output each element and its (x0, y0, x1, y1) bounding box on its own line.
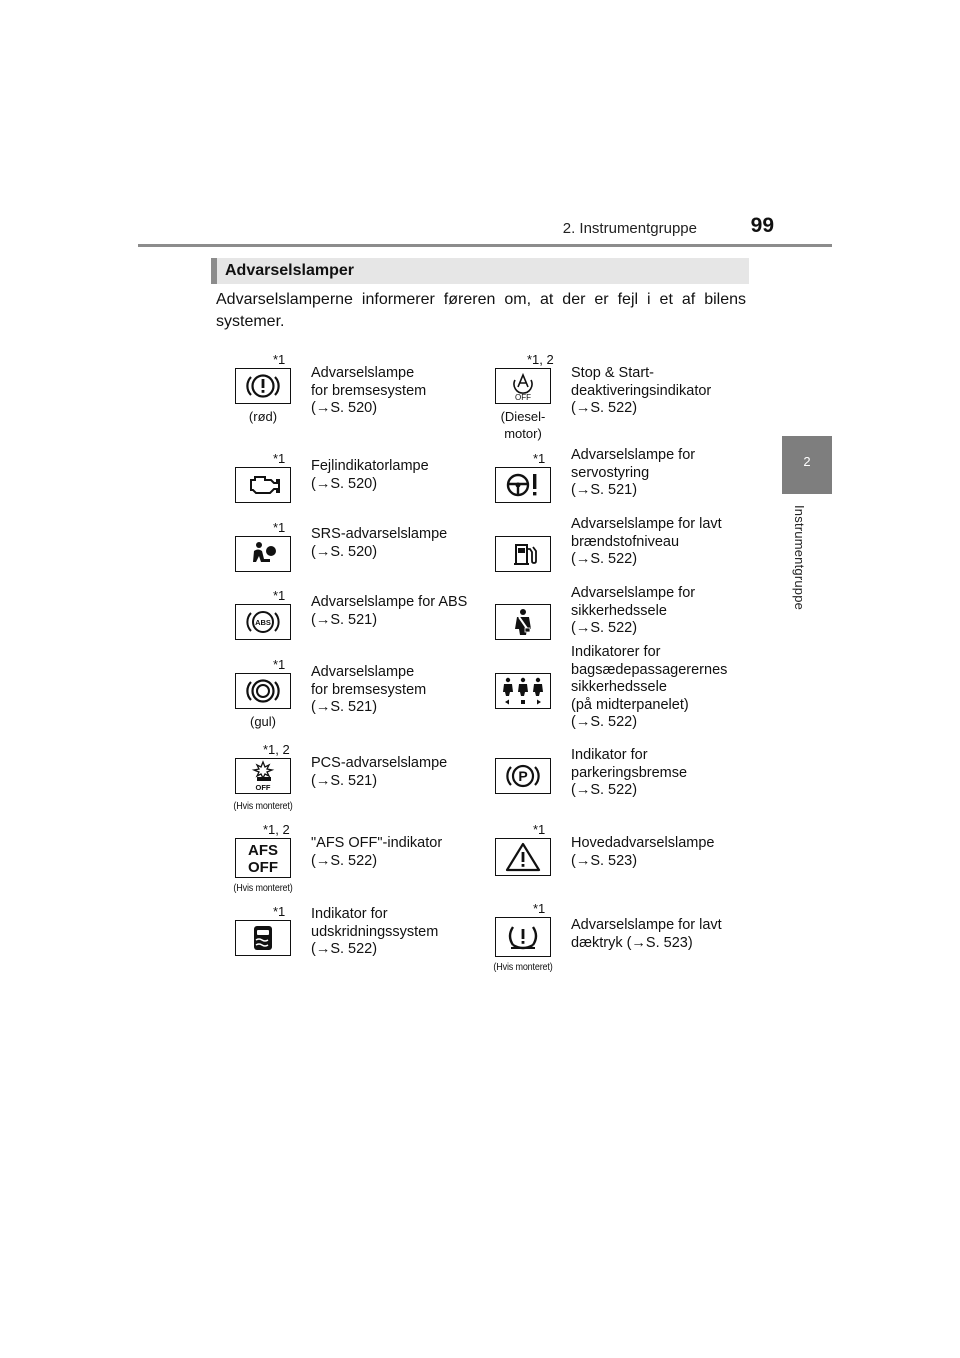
brake-warning-icon (235, 368, 291, 404)
entry-description: Advarselslampe for bremsesystem (→S. 520) (311, 365, 427, 416)
entry-description: Advarselslampe for lavt brændstofniveau (→S. 522) (571, 516, 722, 567)
icon-note: (Hvis monteret) (233, 882, 293, 894)
brake-system-icon (235, 673, 291, 709)
footnote-mark: *1 (273, 451, 286, 466)
pcs-icon-text: OFF (255, 783, 271, 792)
entry-description: Advarselslampe for lavt dæktryk (→S. 523) (571, 917, 722, 951)
entry-description: Indikatorer for bagsædepassagerernes sikkerhedssele (på midterpanelet) (→S. 522) (571, 644, 728, 730)
entry-description: SRS-advarselslampe (→S. 520) (311, 526, 448, 560)
footnote-mark: *1, 2 (263, 742, 290, 757)
footnote-mark: *1 (273, 352, 286, 367)
footnote-mark: *1 (273, 588, 286, 603)
svg-text:P: P (518, 768, 528, 784)
parking-brake-icon (495, 758, 551, 794)
stop-start-off-icon (495, 368, 551, 404)
header-divider (138, 244, 832, 247)
page-number: 99 (750, 214, 774, 237)
low-fuel-icon (495, 536, 551, 572)
entry-description: PCS-advarselslampe (→S. 521) (311, 755, 448, 789)
entry-description: Fejlindikatorlampe (→S. 520) (311, 458, 429, 492)
footnote-mark: *1 (533, 451, 546, 466)
entry-description: Advarselslampe for bremsesystem (→S. 521) (311, 664, 427, 715)
master-warning-icon (495, 838, 551, 876)
icon-note: (Diesel- motor) (500, 409, 546, 441)
entry-description: Advarselslampe for servostyring (→S. 521) (571, 447, 696, 498)
srs-airbag-icon (235, 536, 291, 572)
afs-off-icon (235, 838, 291, 878)
chapter-tab[interactable]: 2 (782, 436, 832, 494)
footnote-mark: *1 (273, 520, 286, 535)
footnote-mark: *1, 2 (527, 352, 554, 367)
chapter-title: 2. Instrumentgruppe (562, 220, 697, 237)
abs-icon (235, 604, 291, 640)
power-steering-icon (495, 467, 551, 503)
pcs-off-icon (235, 758, 291, 794)
skid-indicator-icon (235, 920, 291, 956)
rear-seatbelt-indicators-icon (495, 673, 551, 709)
stop-start-icon-text: OFF (515, 393, 531, 402)
entry-description: Advarselslampe for ABS (→S. 521) (311, 594, 468, 628)
footnote-mark: *1 (533, 901, 546, 916)
entry-description: Hovedadvarselslampe (→S. 523) (571, 835, 715, 869)
seatbelt-icon (495, 604, 551, 640)
footnote-mark: *1 (533, 822, 546, 837)
abs-icon-text: ABS (255, 618, 271, 627)
entry-description: Indikator for parkeringsbremse (→S. 522) (571, 747, 688, 798)
icon-note: (Hvis monteret) (493, 961, 553, 973)
icon-note: (rød) (248, 409, 278, 424)
entry-description: "AFS OFF"-indikator (→S. 522) (311, 835, 443, 869)
footnote-mark: *1, 2 (263, 822, 290, 837)
footnote-mark: *1 (273, 904, 286, 919)
section-heading: Advarselslamper (211, 258, 749, 284)
intro-paragraph: Advarselslamperne informerer føreren om, at der er fejl i et af bilens systemer. (216, 291, 746, 330)
tire-pressure-icon (495, 917, 551, 957)
icon-note: (gul) (249, 714, 276, 729)
entry-description: Advarselslampe for sikkerhedssele (→S. 522) (571, 585, 696, 636)
svg-text:AFS: AFS (248, 842, 278, 859)
check-engine-icon (235, 467, 291, 503)
entry-description: Indikator for udskridningssystem (→S. 522) (311, 906, 439, 957)
icon-note: (Hvis monteret) (233, 800, 293, 812)
footnote-mark: *1 (273, 657, 286, 672)
svg-text:OFF: OFF (248, 859, 278, 876)
chapter-tab-label: Instrumentgruppe (792, 505, 807, 611)
entry-description: Stop & Start- deaktiveringsindikator (→S. 522) (571, 365, 712, 416)
